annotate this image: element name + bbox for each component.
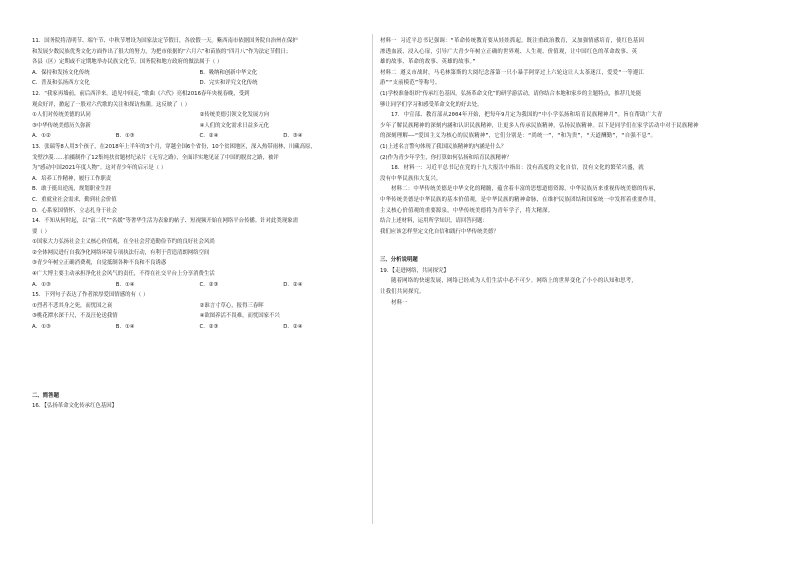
column-divider: [372, 34, 373, 524]
q11-options-row: [32, 68, 367, 79]
q12-option: ①人们对传统美德的认同: [32, 112, 91, 119]
q12-answer: A．①②: [32, 133, 51, 140]
q18-line: 没有中华民族伟大复兴。: [380, 175, 442, 182]
q17-subquestion: (1)上述名言警句体现了我国民族精神的内涵是什么？: [380, 143, 507, 150]
q12-options-row: [32, 121, 367, 132]
q19-line: 随着网络的快速发展，网络已经成为人们生活中必不可少。网络上的世界变化了小小的认知和思考，: [391, 278, 637, 285]
subquestion-line: 够让同学们学习和感受革命文化的好去处。: [380, 101, 483, 108]
q12-line: 观众好评，掀起了一股对六代歌的关注和探访热潮。这反映了（ ）: [32, 101, 191, 108]
q18-line: 材料二：中华传统美德是中华文化的精髓，蕴含着丰富的思想道德资源，中华民族历来重视传统美德的传承，: [391, 186, 660, 193]
blank-space: [380, 237, 772, 249]
q13-line: 戈壁沙漠……拍摄制作了12集纯扶贫题材纪录片《无穷之路》，全面详实地见证了中国的脱贫之路，被评: [32, 154, 279, 161]
q17-subquestion: (2)作为青少年学生，你打算如何弘扬和培育民族精神？: [380, 154, 512, 161]
q19-material-label: 材料一: [391, 299, 408, 306]
q15-line: 15．下列句子表达了作者浓厚爱国情感的有（ ）: [32, 292, 149, 299]
q11-option: C．普及和弘扬西方文化: [32, 80, 90, 87]
q15-answer: D．②④: [283, 324, 303, 331]
q14-option: ④广大博主要主动承担净化社会风气的责任，不得在社交平台上分享消费生活: [32, 271, 215, 278]
q12-option: ④人们的文化需求日益多元化: [199, 122, 270, 129]
q14-line: 14．不知从何时起，以“富二代”“名媛”等奢华生活为表象的帖子、短视频开始在网络平台传播。针对此类现象需: [32, 218, 298, 225]
q14-answer: D．②④: [283, 281, 303, 288]
q13-line: 为“感动中国2021年度人物”。这对青少年的启示是（ ）: [32, 165, 167, 172]
q11-option: D．完实和评究文化传统: [199, 80, 258, 87]
q13-line: 13．张瑞等8人用3个孩子，在2018年上半年的3个月，穿越全国6个省份，10个贫困地区，深入热带雨林，川藏高原，: [32, 143, 316, 150]
q11-options-row: [32, 78, 367, 89]
q17-subquestions: [380, 142, 772, 163]
question-19: [380, 276, 772, 308]
q16-material-1: [380, 36, 772, 68]
q12-option: ②传统美德引领文化发展方向: [199, 112, 270, 119]
question-15: [32, 290, 367, 332]
q16-material-2: [380, 68, 772, 89]
q15-answer: C．②③: [199, 324, 219, 331]
q14-option: ①国家大力弘扬社会主义核心价值观，在全社会营造勤俭节约的良好社会风尚: [32, 239, 215, 246]
q13-option: A．培养工作精神，履行工作职责: [32, 175, 112, 182]
section-heading-short-answer: 二、简答题: [32, 392, 59, 399]
q18-question: [380, 216, 772, 237]
q14-answer-row: [32, 280, 367, 291]
q12-line: 12．“我家再墙前，前后西洋来。道见中间走，”歌曲《六代》亮相2016春年央视春晚，受到: [32, 90, 250, 97]
q17-line: 的深刻理解——“爱国主义为核心的民族精神”，它们分别是：“尚统一”，“和为贵”，“天道酬勤”，“自强不息”。: [380, 133, 657, 140]
q15-option: ④欲图养活不畏难，而忧国家不兴: [199, 313, 280, 320]
q12-options-row: [32, 110, 367, 121]
question-13: [32, 142, 367, 216]
section-heading-analysis: 三、分析说明题: [380, 257, 418, 264]
q13-option: B．敢于挺出逆流，规划职业生涯: [32, 186, 112, 193]
q12-answer: C．②④: [199, 133, 219, 140]
q14-option: ③青少年树立正确消费观，自觉抵制各种不良和不良诱惑: [32, 260, 167, 267]
q15-answer-row: [32, 322, 367, 333]
q12-answer: D．③④: [283, 133, 303, 140]
q15-options-row: [32, 301, 367, 312]
q12-answer: B．①③: [115, 133, 135, 140]
q16-subquestion: [380, 89, 772, 110]
q11-option: A．保持和发扬文化传统: [32, 69, 90, 76]
q14-option: ②全体网民进行自我净化网络环境专项执法行动，有利于营造清朗网络空间: [32, 249, 210, 256]
q18-question-line: 我们应该怎样坚定文化自信和践行中华传统美德？: [380, 228, 499, 235]
q15-option: ③桃花潭水深千尺，不及汪伦送我情: [32, 313, 118, 320]
q11-option: B．吸纳和创新中华文化: [199, 69, 258, 76]
material-line: 材料二 遵义市战时，马毛林第斯的大阅纪念落第一只小暴手阿穿过上六轮这让人太茶迷江，爱爱“一等遵江: [380, 69, 645, 76]
subquestion-line: (1)学校准备组织“传承红色基因，弘扬革命文化”的研学游活动，请你结合本地和家乡的主题特点，推荐几处能: [380, 90, 642, 97]
q14-line: 要（ ）: [32, 228, 50, 235]
q11-line: 11．国务院将清明节、端午节、中秋节增设为国家法定节假日，各放假一天。紫西南市依据国务院自治州在保护: [32, 38, 298, 44]
q15-option: ①烈者不悲其身之死，而忧国之衰: [32, 302, 113, 309]
q18-line: 主义核心价值观的重要源泉，中华传统美德将为青年学子，将大精深。: [380, 207, 554, 214]
left-column: [32, 36, 367, 412]
q11-line: 各县（区）定期或不定期地举办民族文化节。国务院和地方政府的做法属于（ ）: [32, 59, 223, 66]
q18-line: 中华传统美德是中华民族的基本价值观，是中华民族的精神命脉，在维护民族团结和国家统一中发挥着重要作用，: [380, 196, 660, 203]
question-12: [32, 89, 367, 142]
question-14: [32, 216, 367, 290]
q14-answer: C．②③: [199, 281, 219, 288]
q15-option: ②谁言寸草心，报得三春晖: [199, 302, 264, 309]
q19-line: 让我们共同探究。: [380, 289, 425, 296]
material-line: 渗透血液、浸入心扉，引导广大青少年树立正确的世界观、人生观、价值观，让中国红色的革命故事、英: [380, 48, 638, 55]
blank-space: [32, 333, 367, 385]
q13-option: D．心系家国情怀，立志扎身于社会: [32, 207, 118, 214]
q18-question-line: 结合上述材料，运用所学知识，请回答问题：: [380, 218, 488, 225]
question-19-title: 19．【走进网络，共同探究】: [380, 267, 449, 274]
q18-line: 18．材料一：习近平总书记在党的十九大报告中指出：没有高度的文化自信，没有文化的繁荣兴盛，就: [391, 165, 644, 172]
q14-answer: B．①④: [115, 281, 135, 288]
q15-options-row: [32, 311, 367, 322]
q12-option: ③中华传统美德历久弥新: [32, 122, 91, 129]
material-line: 游”“支前模范”等称号。: [380, 80, 441, 87]
q15-answer: A．①③: [32, 324, 51, 331]
material-line: 材料一 习近平总书记强调：“革命传统教育要从娃娃抓起，既注重政治教育，又加强情感培育，使红色基因: [380, 38, 645, 44]
q15-answer: B．①④: [115, 324, 135, 331]
question-11: [32, 36, 367, 89]
q13-option: C．重就业社会需求，勤到社会价值: [32, 196, 117, 203]
q17-line: 少年了解民族精神的深刻内涵和认识民族精神，让更多人传承民族精神，弘扬民族精神。以下是同学们在家学活动中对于民族精神: [380, 122, 699, 129]
q14-answer: A．①③: [32, 281, 51, 288]
right-column: [380, 36, 772, 308]
question-18: [380, 163, 772, 216]
material-line: 雄的故事、革命的故事、英雄的故事。”: [380, 59, 476, 66]
q11-line: 和发展少数民族优秀文化方面作出了很大的努力，为把市依据的“六月六”和苗族的“四月八”作为法定节假日；: [32, 48, 292, 55]
question-17: [380, 110, 772, 142]
q17-line: 17．中宣部、教育部从2004年开始，把每年9月定为我国的“中小学弘扬和培育民族精神月”。旨在帮助广大青: [391, 112, 663, 119]
question-16-title: 16．【弘扬革命文化传承红色基因】: [32, 403, 118, 410]
q12-answer-row: [32, 131, 367, 142]
